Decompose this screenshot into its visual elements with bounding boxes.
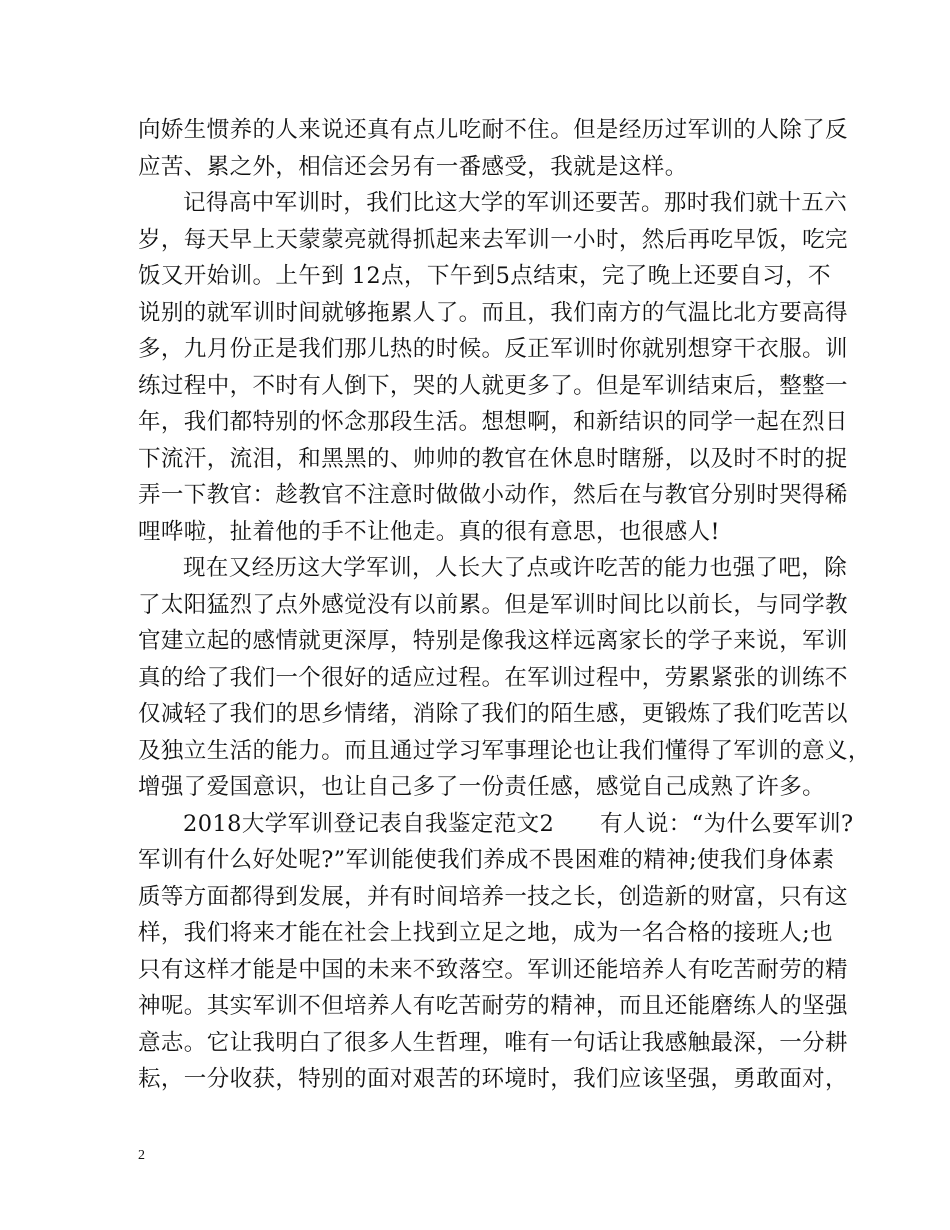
text-line: 年，我们都特别的怀念那段生活。想想啊，和新结识的同学一起在烈日: [138, 409, 848, 435]
text-line: 向娇生惯养的人来说还真有点儿吃耐不住。但是经历过军训的人除了反: [138, 117, 848, 143]
text-line: 质等方面都得到发展，并有时间培养一技之长，创造新的财富，只有这: [138, 883, 848, 910]
text-line: 及独立生活的能力。而且通过学习军事理论也让我们懂得了军训的意义，: [138, 737, 871, 764]
text-line: 样，我们将来才能在社会上找到立足之地，成为一名合格的接班人;也: [138, 920, 833, 946]
text-line: 神呢。其实军训不但培养人有吃苦耐劳的精神，而且还能磨练人的坚强: [138, 993, 848, 1019]
text-line: 弄一下教官：趁教官不注意时做做小动作，然后在与教官分别时哭得稀: [138, 482, 848, 508]
text-line: 记得高中军训时，我们比这大学的军训还要苦。那时我们就十五六: [183, 190, 848, 216]
text-line: 说别的就军训时间就够拖累人了。而且，我们南方的气温比北方要高得: [138, 299, 848, 326]
document-body: [138, 112, 871, 1098]
text-line: 2018大学军训登记表自我鉴定范文2 有人说：“为什么要军训?: [183, 810, 854, 837]
text-line: 岁，每天早上天蒙蒙亮就得抓起来去军训一小时，然后再吃早饭，吃完: [138, 226, 848, 253]
text-line: 了太阳猛烈了点外感觉没有以前累。但是军训时间比以前长，与同学教: [138, 591, 848, 618]
text-line: 意志。它让我明白了很多人生哲理，唯有一句话让我感触最深，一分耕: [138, 1029, 848, 1056]
text-line: 真的给了我们一个很好的适应过程。在军训过程中，劳累紧张的训练不: [138, 664, 848, 691]
text-line: 多，九月份正是我们那儿热的时候。反正军训时你就别想穿干衣服。训: [138, 336, 848, 362]
text-line: 饭又开始训。上午到 12点，下午到5点结束，完了晚上还要自习，不: [138, 263, 831, 289]
text-line: 只有这样才能是中国的未来不致落空。军训还能培养人有吃苦耐劳的精: [138, 956, 848, 983]
text-line: 耘，一分收获，特别的面对艰苦的环境时，我们应该坚强，勇敢面对，: [138, 1066, 848, 1092]
text-line: 仅减轻了我们的思乡情绪，消除了我们的陌生感，更锻炼了我们吃苦以: [138, 701, 848, 727]
text-line: 练过程中，不时有人倒下，哭的人就更多了。但是军训结束后，整整一: [138, 372, 848, 399]
text-line: 军训有什么好处呢?”军训能使我们养成不畏困难的精神;使我们身体素: [138, 847, 835, 873]
text-line: 增强了爱国意识，也让自己多了一份责任感，感觉自己成熟了许多。: [138, 774, 826, 800]
text-line: 哩哗啦，扯着他的手不让他走。真的很有意思，也很感人!: [138, 518, 720, 545]
page-number: 2: [138, 1148, 145, 1163]
text-line: 现在又经历这大学军训，人长大了点或许吃苦的能力也强了吧，除: [183, 555, 848, 581]
text-line: 应苦、累之外，相信还会另有一番感受，我就是这样。: [138, 153, 688, 180]
text-line: 官建立起的感情就更深厚，特别是像我这样远离家长的学子来说，军训: [138, 628, 848, 654]
text-line: 下流汗，流泪，和黑黑的、帅帅的教官在休息时瞎掰，以及时不时的捉: [138, 445, 848, 472]
